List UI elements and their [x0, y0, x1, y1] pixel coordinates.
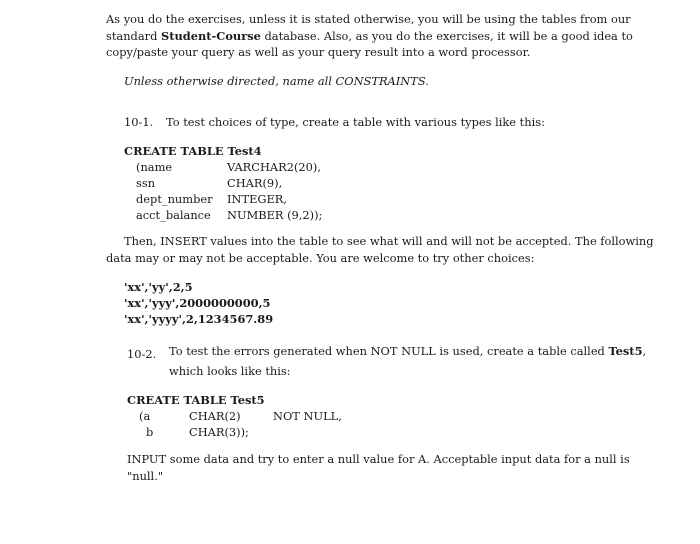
intro-bold-term: Student-Course	[161, 28, 261, 43]
sample-data-line: 'xx','yyy',2000000000,5	[124, 296, 271, 310]
test5-create-statement	[127, 392, 427, 442]
test5-column-constraint: NOT NULL,	[273, 409, 342, 423]
test4-column-type: INTEGER,	[227, 192, 287, 206]
test4-create-line: CREATE TABLE Test4	[124, 144, 262, 158]
test4-column-name: ssn	[136, 176, 156, 190]
exercise-2-instructions: INPUT some data and try to enter a null value for A. Acceptable input data for a null is "null."	[127, 452, 630, 483]
exercise-2-text-end: , which looks like this:	[169, 344, 647, 378]
test4-column-type: NUMBER (9,2));	[227, 208, 323, 222]
intro-text-start: As you do the exercises, unless it is stated otherwise, you will be using the tables from our standard	[106, 12, 631, 43]
exercise-1-text: To test choices of type, create a table with various types like this:	[166, 115, 545, 129]
test4-sample-data	[124, 279, 374, 329]
test4-column-type: CHAR(9),	[227, 176, 283, 190]
sample-data-line: 'xx','yyyy',2,1234567.89	[124, 312, 274, 326]
test5-column-name: (a	[139, 409, 151, 423]
test4-column-name: acct_balance	[136, 208, 211, 222]
exercise-1-instructions: Then, INSERT values into the table to see what will and will not be accepted. The following data may or may not be acceptable. You are welcome to try other choices:	[106, 234, 654, 265]
test4-column-name: (name	[136, 160, 173, 174]
exercise-1-number: 10-1.	[124, 115, 154, 129]
exercise-2-text-start: To test the errors generated when NOT NULL is used, create a table called	[169, 344, 609, 358]
test4-column-name: dept_number	[136, 192, 213, 206]
test5-column-name: b	[146, 425, 154, 439]
constraints-note: Unless otherwise directed, name all CONSTRAINTS.	[124, 74, 429, 88]
test4-create-statement	[124, 143, 484, 223]
exercise-2-text	[169, 341, 647, 381]
intro-text-end: database. Also, as you do the exercises, it will be a good idea to copy/paste your query as well as your query result into a word processor.	[106, 28, 633, 59]
test5-create-line: CREATE TABLE Test5	[127, 393, 265, 407]
test5-column-type: CHAR(3));	[189, 425, 249, 439]
exercise-2-number: 10-2.	[127, 347, 157, 361]
exercise-2-bold-term: Test5	[608, 344, 643, 358]
test4-column-type: VARCHAR2(20),	[227, 160, 321, 174]
intro-paragraph	[106, 11, 654, 61]
test5-column-type: CHAR(2)	[189, 409, 241, 423]
sample-data-line: 'xx','yy',2,5	[124, 280, 193, 294]
